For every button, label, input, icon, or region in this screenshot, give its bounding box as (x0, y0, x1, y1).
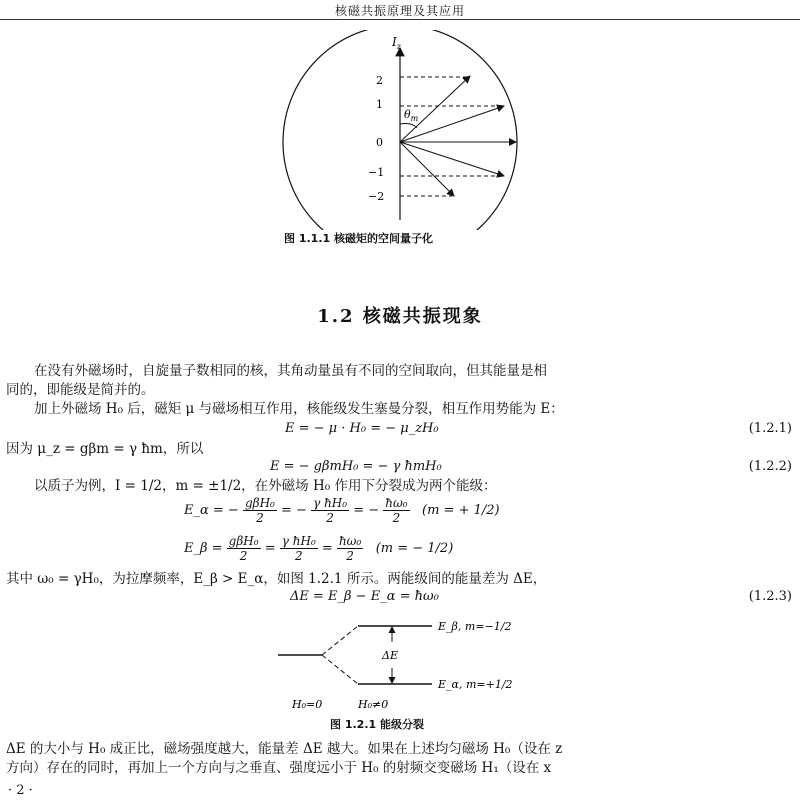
eb-mid-2: = (321, 541, 333, 556)
running-header: 核磁共振原理及其应用 (334, 4, 465, 18)
equation-2-number: (1.2.2) (748, 459, 792, 474)
ea-lhs: E_α = − (184, 503, 239, 518)
tick-0: 0 (376, 136, 383, 149)
ea-mid-2: = − (353, 503, 380, 518)
equation-e-beta (184, 534, 453, 563)
ea-condition: (m = + 1/2) (422, 503, 500, 518)
eb-frac-2: $\frac{\text{γ ħH₀}}{2}$ (281, 534, 316, 563)
theta-arc (400, 124, 417, 129)
eb-frac-1: $\frac{\text{gβH₀}}{2}$ (228, 534, 259, 563)
split-dash-lower (322, 655, 358, 684)
equation-3-number: (1.2.3) (748, 589, 792, 604)
tick-neg2: −2 (368, 190, 385, 203)
eb-mid-1: = (264, 541, 276, 556)
paragraph-2: 加上外磁场 H₀ 后，磁矩 μ 与磁场相互作用，核能级发生塞曼分裂，相互作用势能为 E： (34, 401, 564, 417)
e-beta-label: E_β, m=−1/2 (438, 620, 512, 633)
tick-neg1: −1 (368, 166, 385, 179)
ea-frac-1: $\frac{\text{gβH₀}}{2}$ (244, 496, 275, 525)
eb-condition: (m = − 1/2) (375, 541, 454, 556)
equation-1-number: (1.2.1) (748, 421, 792, 436)
theta-label: $\theta_m$ (404, 108, 419, 123)
ea-frac-2: $\frac{\text{γ ħH₀}}{2}$ (313, 496, 348, 525)
h0-nonzero-label: H₀≠0 (358, 698, 389, 711)
equation-2: E = − gβmH₀ = − γ ħmH₀ (270, 459, 442, 474)
vector-m1 (400, 106, 504, 142)
vector-mneg2 (400, 142, 454, 196)
figure2-caption: 图 1.2.1 能级分裂 (330, 718, 424, 731)
paragraph-3: 因为 μ_z = gβm = γ ħm，所以 (6, 441, 204, 457)
equation-1: E = − μ · H₀ = − μ_zH₀ (285, 421, 439, 436)
tick-1: 1 (376, 98, 383, 111)
paragraph-6-line1: ΔE 的大小与 H₀ 成正比，磁场强度越大，能量差 ΔE 越大。如果在上述均匀磁场 H₀（设在 z (6, 741, 563, 757)
paragraph-1-line1: 在没有外磁场时，自旋量子数相同的核，其角动量虽有不同的空间取向，但其能量是相 (34, 363, 547, 379)
section-title: 1.2 核磁共振现象 (317, 306, 483, 327)
paragraph-4: 以质子为例，I = 1/2，m = ±1/2，在外磁场 H₀ 作用下分裂成为两个能级： (34, 478, 497, 494)
page-number: · 2 · (8, 783, 33, 798)
split-dash-upper (322, 626, 358, 655)
e-alpha-label: E_α, m=+1/2 (438, 678, 513, 691)
delta-e-label: ΔE (382, 649, 398, 662)
eb-lhs: E_β = (184, 541, 223, 556)
tick-2: 2 (376, 74, 383, 87)
figure1-caption: 图 1.1.1 核磁矩的空间量子化 (284, 232, 433, 245)
paragraph-6-line2: 方向）存在的同时，再加上一个方向与之垂直、强度远小于 H₀ 的射频交变磁场 H₁（设在 x (6, 760, 552, 776)
eb-frac-3: $\frac{\text{ħω₀}}{2}$ (338, 534, 362, 563)
paragraph-5: 其中 ω₀ = γH₀，为拉摩频率，E_β > E_α，如图 1.2.1 所示。两能级间的能量差为 ΔE， (6, 571, 547, 587)
vector-mneg1 (400, 142, 504, 176)
ea-frac-3: $\frac{\text{ħω₀}}{2}$ (385, 496, 408, 525)
equation-e-alpha (184, 496, 500, 525)
energy-level-splitting-figure (270, 612, 560, 714)
paragraph-1-line2: 同的，即能级是简并的。 (6, 382, 155, 398)
iz-axis-label: $I_z$ (392, 35, 401, 51)
header-rule (0, 19, 800, 20)
spatial-quantization-figure (270, 30, 540, 230)
ea-mid-1: = − (281, 503, 307, 518)
h0-zero-label: H₀=0 (292, 698, 323, 711)
equation-3: ΔE = E_β − E_α = ħω₀ (290, 589, 439, 604)
